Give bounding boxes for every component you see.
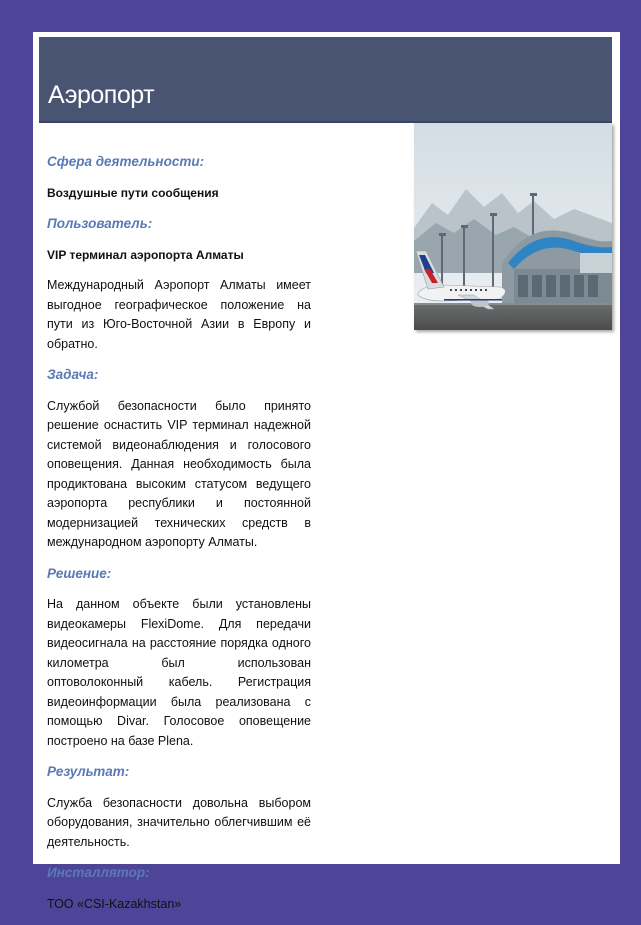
solution-text: На данном объекте были установлены видеокамеры FlexiDome. Для передачи видеосигнала на расстояние порядка одного километра был использован оптоволоконный кабель. Регистрация видеоинформации была реализована с помощью Divar. Голосовое оповещение построено на базе Plena.	[47, 597, 311, 748]
installer-heading: Инсталлятор:	[47, 865, 150, 880]
task-text: Службой безопасности было принято решение оснастить VIP терминал надежной системой видеонаблюдения и голосового оповещения. Данная необходимость была продиктована высоким статусом ведущего аэропорта республики и постоянной модернизацией технических средств в международном аэропорту Алматы.	[47, 398, 311, 549]
task-heading: Задача:	[47, 367, 99, 382]
title-banner	[39, 37, 612, 123]
user-heading: Пользователь:	[47, 216, 153, 231]
solution-heading: Решение:	[47, 565, 112, 581]
airport-photo	[414, 123, 612, 330]
result-heading: Результат:	[47, 764, 130, 779]
document-page	[33, 32, 620, 911]
field-heading: Сфера деятельности:	[47, 154, 205, 169]
field-value: Воздушные пути сообщения	[47, 185, 219, 200]
result-text: Служба безопасности довольна выбором оборудования, значительно облегчившим её деятельность.	[47, 795, 311, 849]
installer-text: ТОО «CSI-Kazakhstan»	[47, 896, 182, 911]
user-value: VIP терминал аэропорта Алматы	[47, 247, 244, 262]
user-description: Международный Аэропорт Алматы имеет выгодное географическое положение на пути из Юго-Восточной Азии в Европу и обратно.	[47, 278, 311, 351]
text-column	[47, 152, 311, 925]
page-title: Аэропорт	[48, 81, 155, 109]
